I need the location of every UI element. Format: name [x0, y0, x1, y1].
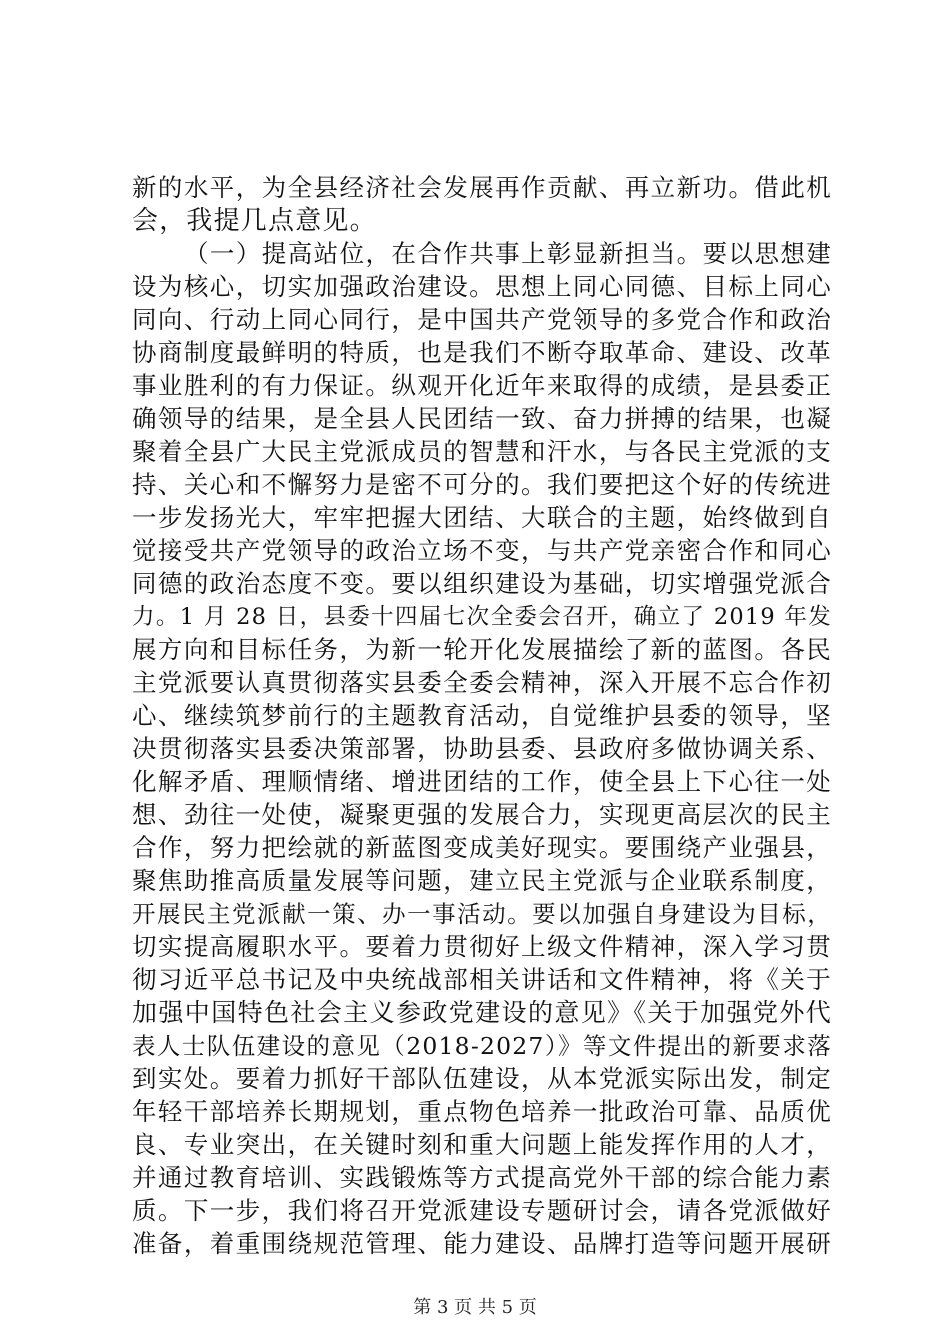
- text-line-6: 协商制度最鲜明的特质，也是我们不断夺取革命、建设、改革: [132, 338, 832, 367]
- page-number-footer: 第 3 页 共 5 页: [413, 1297, 537, 1318]
- text-line-12: 觉接受共产党领导的政治立场不变，与共产党亲密合作和同心: [132, 536, 832, 565]
- text-line-11: 一步发扬光大，牢牢把握大团结、大联合的主题，始终做到自: [132, 503, 832, 532]
- text-line-13: 同德的政治态度不变。要以组织建设为基础，切实增强党派合: [132, 569, 832, 598]
- text-line-20: 想、劲往一处使，凝聚更强的发展合力，实现更高层次的民主: [132, 800, 832, 829]
- text-line-7: 事业胜利的有力保证。纵观开化近年来取得的成绩，是县委正: [132, 371, 832, 400]
- text-line-15: 展方向和目标任务，为新一轮开化发展描绘了新的蓝图。各民: [132, 635, 832, 664]
- text-line-33: 准备，着重围绕规范管理、能力建设、品牌打造等问题开展研: [132, 1229, 832, 1258]
- text-line-23: 开展民主党派献一策、办一事活动。要以加强自身建设为目标，: [132, 900, 832, 928]
- text-line-24: 切实提高履职水平。要着力贯彻好上级文件精神，深入学习贯: [132, 932, 832, 961]
- text-line-31: 并通过教育培训、实践锻炼等方式提高党外干部的综合能力素: [132, 1163, 832, 1192]
- text-line-2: 会，我提几点意见。: [132, 206, 377, 236]
- text-line-10: 持、关心和不懈努力是密不可分的。我们要把这个好的传统进: [132, 470, 832, 499]
- text-line-30: 良、专业突出，在关键时刻和重大问题上能发挥作用的人才，: [132, 1130, 832, 1159]
- text-line-29: 年轻干部培养长期规划，重点物色培养一批政治可靠、品质优: [132, 1097, 832, 1126]
- text-line-27: 表人士队伍建设的意见（2018-2027）》等文件提出的新要求落: [132, 1032, 832, 1060]
- text-line-5: 同向、行动上同心同行，是中国共产党领导的多党合作和政治: [132, 305, 832, 334]
- text-line-9: 聚着全县广大民主党派成员的智慧和汗水，与各民主党派的支: [132, 437, 832, 466]
- text-line-14: 力。1 月 28 日，县委十四届七次全委会召开，确立了 2019 年发: [132, 604, 832, 630]
- text-line-26: 加强中国特色社会主义参政党建设的意见》《关于加强党外代: [132, 998, 832, 1027]
- text-line-21: 合作，努力把绘就的新蓝图变成美好现实。要围绕产业强县，: [132, 833, 832, 862]
- text-line-25: 彻习近平总书记及中央统战部相关讲话和文件精神，将《关于: [132, 965, 832, 994]
- paragraph-start-line: （一）提高站位，在合作共事上彰显新担当。要以思想建: [184, 239, 832, 268]
- text-line-8: 确领导的结果，是全县人民团结一致、奋力拼搏的结果，也凝: [132, 404, 832, 433]
- text-line-18: 决贯彻落实县委决策部署，协助县委、县政府多做协调关系、: [132, 734, 832, 763]
- text-line-28: 到实处。要着力抓好干部队伍建设，从本党派实际出发，制定: [132, 1064, 832, 1093]
- text-line-32: 质。下一步，我们将召开党派建设专题研讨会，请各党派做好: [132, 1196, 832, 1225]
- text-line-17: 心、继续筑梦前行的主题教育活动，自觉维护县委的领导，坚: [132, 701, 832, 730]
- text-line-16: 主党派要认真贯彻落实县委全委会精神，深入开展不忘合作初: [132, 668, 832, 697]
- text-line-22: 聚焦助推高质量发展等问题，建立民主党派与企业联系制度，: [132, 866, 832, 895]
- text-line-4: 设为核心，切实加强政治建设。思想上同心同德、目标上同心: [132, 272, 832, 301]
- text-line-19: 化解矛盾、理顺情绪、增进团结的工作，使全县上下心往一处: [132, 767, 832, 796]
- text-line-1: 新的水平，为全县经济社会发展再作贡献、再立新功。借此机: [132, 173, 832, 202]
